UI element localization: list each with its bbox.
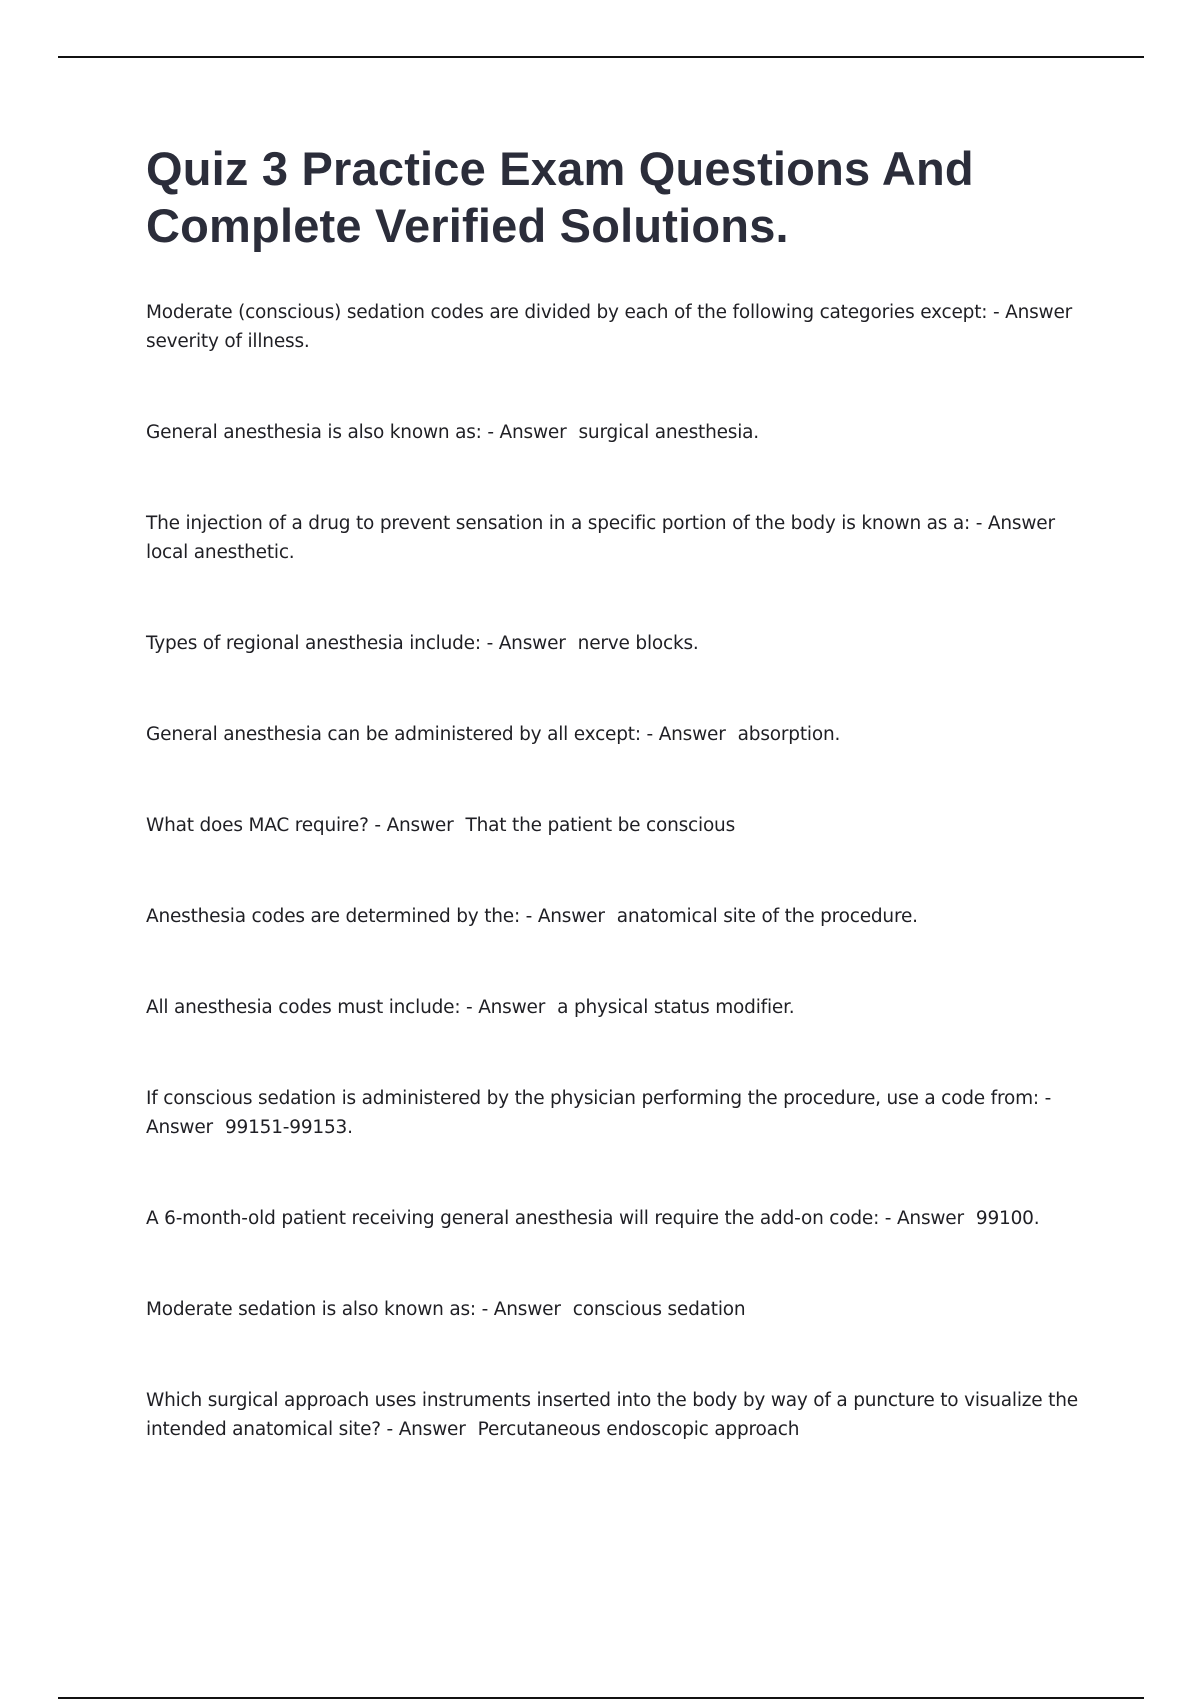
question-text: A 6-month-old patient receiving general anesthesia will require the add-on code: - Answer (146, 1208, 964, 1229)
question-text: Anesthesia codes are determined by the: - Answer (146, 906, 605, 927)
answer-text: surgical anesthesia. (578, 422, 759, 443)
title-line-2: Complete Verified Solutions. (146, 199, 789, 252)
qa-item (146, 629, 1086, 658)
question-text: Which surgical approach uses instruments inserted into the body by way of a puncture to visualize the intended anatomical site? - Answer (146, 1390, 1078, 1440)
question-text: The injection of a drug to prevent sensation in a specific portion of the body is known as a: - Answer (146, 513, 1055, 534)
answer-text: That the patient be conscious (465, 815, 736, 836)
question-text: Moderate (conscious) sedation codes are divided by each of the following categories except: - Answer (146, 302, 1073, 323)
answer-text: severity of illness. (146, 331, 310, 352)
qa-item (146, 720, 1086, 749)
question-text: If conscious sedation is administered by the physician performing the procedure, use a code from: - Answer (146, 1088, 1052, 1138)
question-text: General anesthesia is also known as: - Answer (146, 422, 567, 443)
qa-item (146, 1204, 1086, 1233)
qa-item (146, 902, 1086, 931)
answer-text: absorption. (737, 724, 841, 745)
answer-text: conscious sedation (572, 1299, 746, 1320)
answer-text: local anesthetic. (146, 542, 295, 563)
answer-text: Percutaneous endoscopic approach (477, 1419, 800, 1440)
question-text: General anesthesia can be administered by all except: - Answer (146, 724, 726, 745)
answer-text: a physical status modifier. (557, 997, 795, 1018)
qa-item (146, 298, 1086, 356)
answer-text: nerve blocks. (577, 633, 699, 654)
qa-item (146, 1084, 1086, 1142)
qa-item (146, 811, 1086, 840)
bottom-rule (58, 1697, 1144, 1699)
answer-text: anatomical site of the procedure. (616, 906, 918, 927)
question-text: Moderate sedation is also known as: - Answer (146, 1299, 561, 1320)
document-body (146, 140, 1086, 1506)
answer-text: 99151-99153. (224, 1117, 353, 1138)
question-text: All anesthesia codes must include: - Answer (146, 997, 546, 1018)
question-text: What does MAC require? - Answer (146, 815, 454, 836)
document-title (146, 140, 1086, 254)
answer-text: 99100. (975, 1208, 1040, 1229)
qa-item (146, 509, 1086, 567)
qa-item (146, 1386, 1086, 1444)
qa-item (146, 1295, 1086, 1324)
question-text: Types of regional anesthesia include: - Answer (146, 633, 566, 654)
top-rule (58, 56, 1144, 58)
qa-item (146, 993, 1086, 1022)
title-line-1: Quiz 3 Practice Exam Questions And (146, 142, 974, 195)
question-list (146, 298, 1086, 1444)
qa-item (146, 418, 1086, 447)
